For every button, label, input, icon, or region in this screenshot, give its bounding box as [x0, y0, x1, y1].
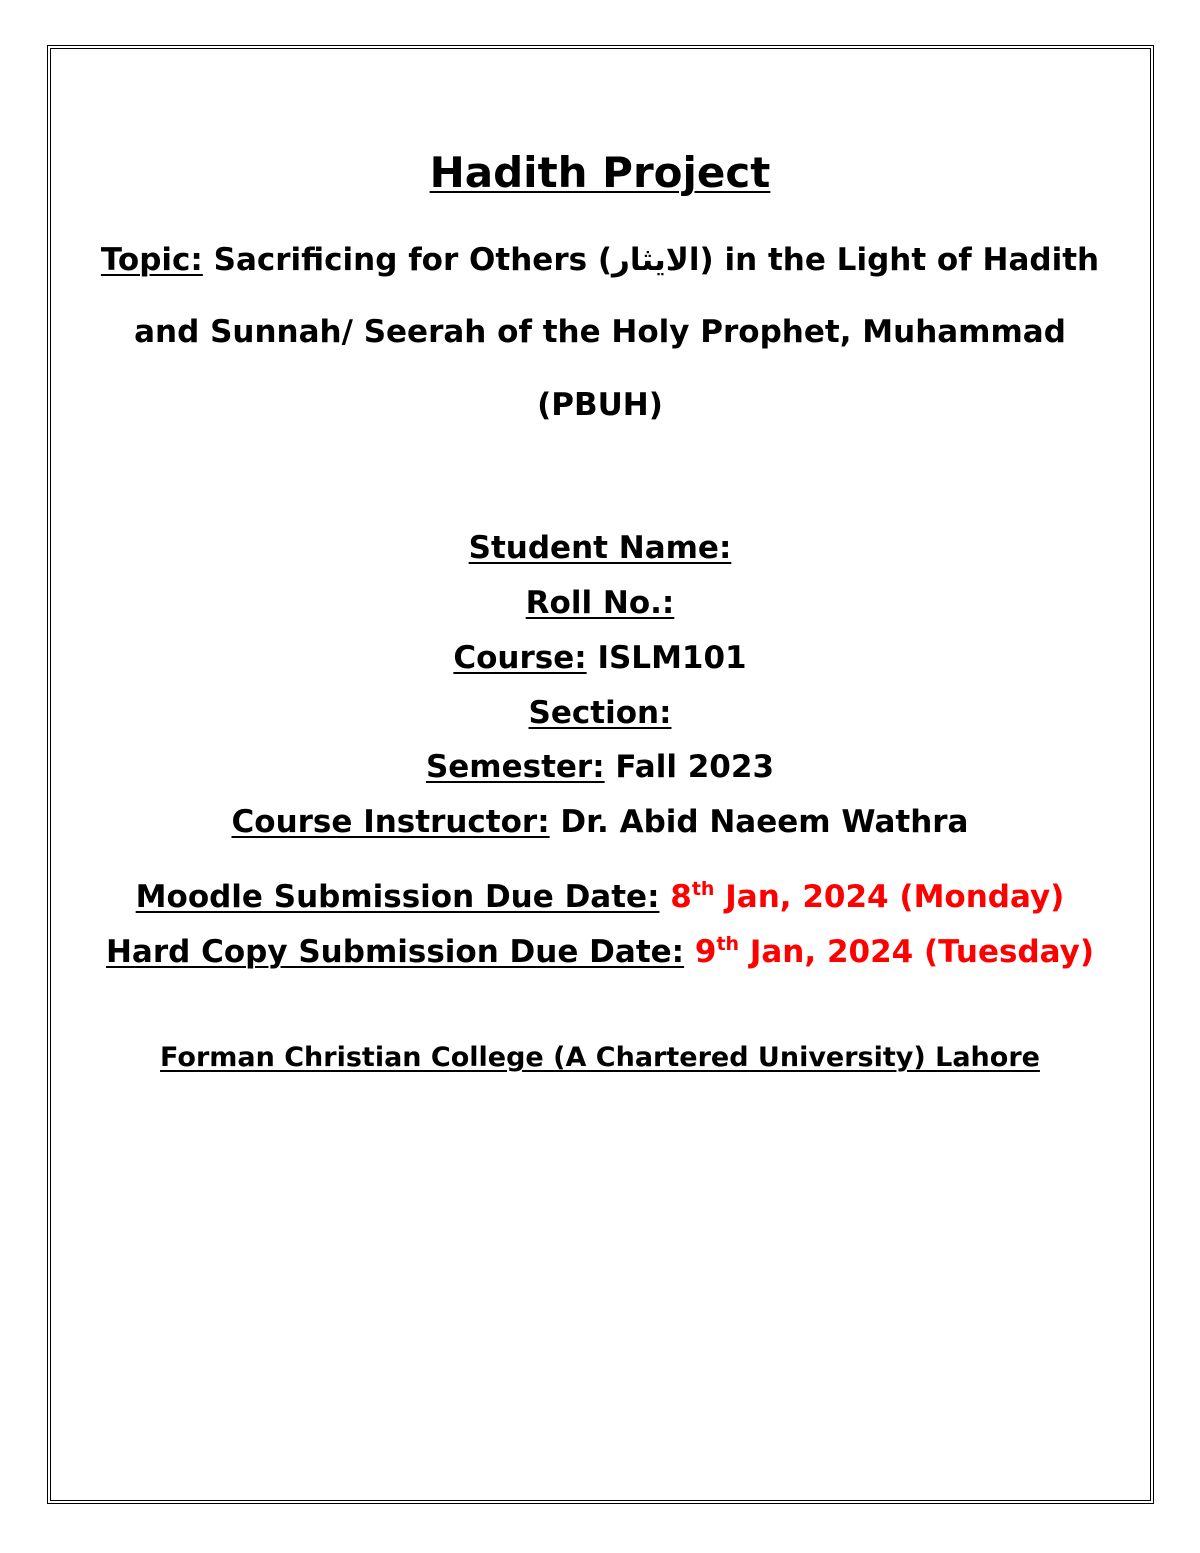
hardcopy-due-suffix: th: [716, 933, 740, 955]
topic-label: Topic:: [100, 242, 203, 278]
instructor-value: Dr. Abid Naeem Wathra: [549, 804, 969, 840]
topic-line-3: (PBUH): [537, 387, 663, 423]
hardcopy-due-day: 9: [684, 934, 717, 970]
moodle-due-date: [60, 877, 1140, 917]
moodle-due-day: 8: [659, 879, 692, 915]
topic-line-1: [60, 240, 1140, 280]
semester-field: [60, 747, 1140, 787]
topic-text-before: Sacrificing for Others (: [202, 242, 613, 278]
roll-no-label: Roll No.:: [525, 585, 675, 621]
college-name: [60, 1040, 1140, 1076]
section-label: Section:: [528, 695, 672, 731]
hardcopy-due-date: [60, 932, 1140, 972]
instructor-field: [60, 802, 1140, 842]
semester-label: Semester:: [425, 749, 605, 785]
college-text: Forman Christian College (A Chartered University) Lahore: [160, 1042, 1040, 1073]
section-field: [60, 693, 1140, 733]
hardcopy-due-label: Hard Copy Submission Due Date:: [105, 934, 685, 970]
moodle-due-suffix: th: [691, 878, 715, 900]
student-name-field: [60, 528, 1140, 568]
course-field: [60, 638, 1140, 678]
course-label: Course:: [453, 640, 587, 676]
semester-value: Fall 2023: [604, 749, 775, 785]
topic-arabic: الایثار: [612, 242, 700, 278]
course-value: ISLM101: [586, 640, 747, 676]
moodle-due-rest: Jan, 2024 (Monday): [714, 879, 1065, 915]
topic-text-after: ) in the Light of Hadith: [699, 242, 1100, 278]
instructor-label: Course Instructor:: [231, 804, 550, 840]
hardcopy-due-rest: Jan, 2024 (Tuesday): [739, 934, 1095, 970]
topic-line-2: and Sunnah/ Seerah of the Holy Prophet, Muhammad: [134, 314, 1066, 350]
title-text: Hadith Project: [429, 148, 771, 197]
moodle-due-label: Moodle Submission Due Date:: [135, 879, 660, 915]
student-name-label: Student Name:: [468, 530, 732, 566]
page-title: [60, 148, 1140, 197]
roll-no-field: [60, 583, 1140, 623]
